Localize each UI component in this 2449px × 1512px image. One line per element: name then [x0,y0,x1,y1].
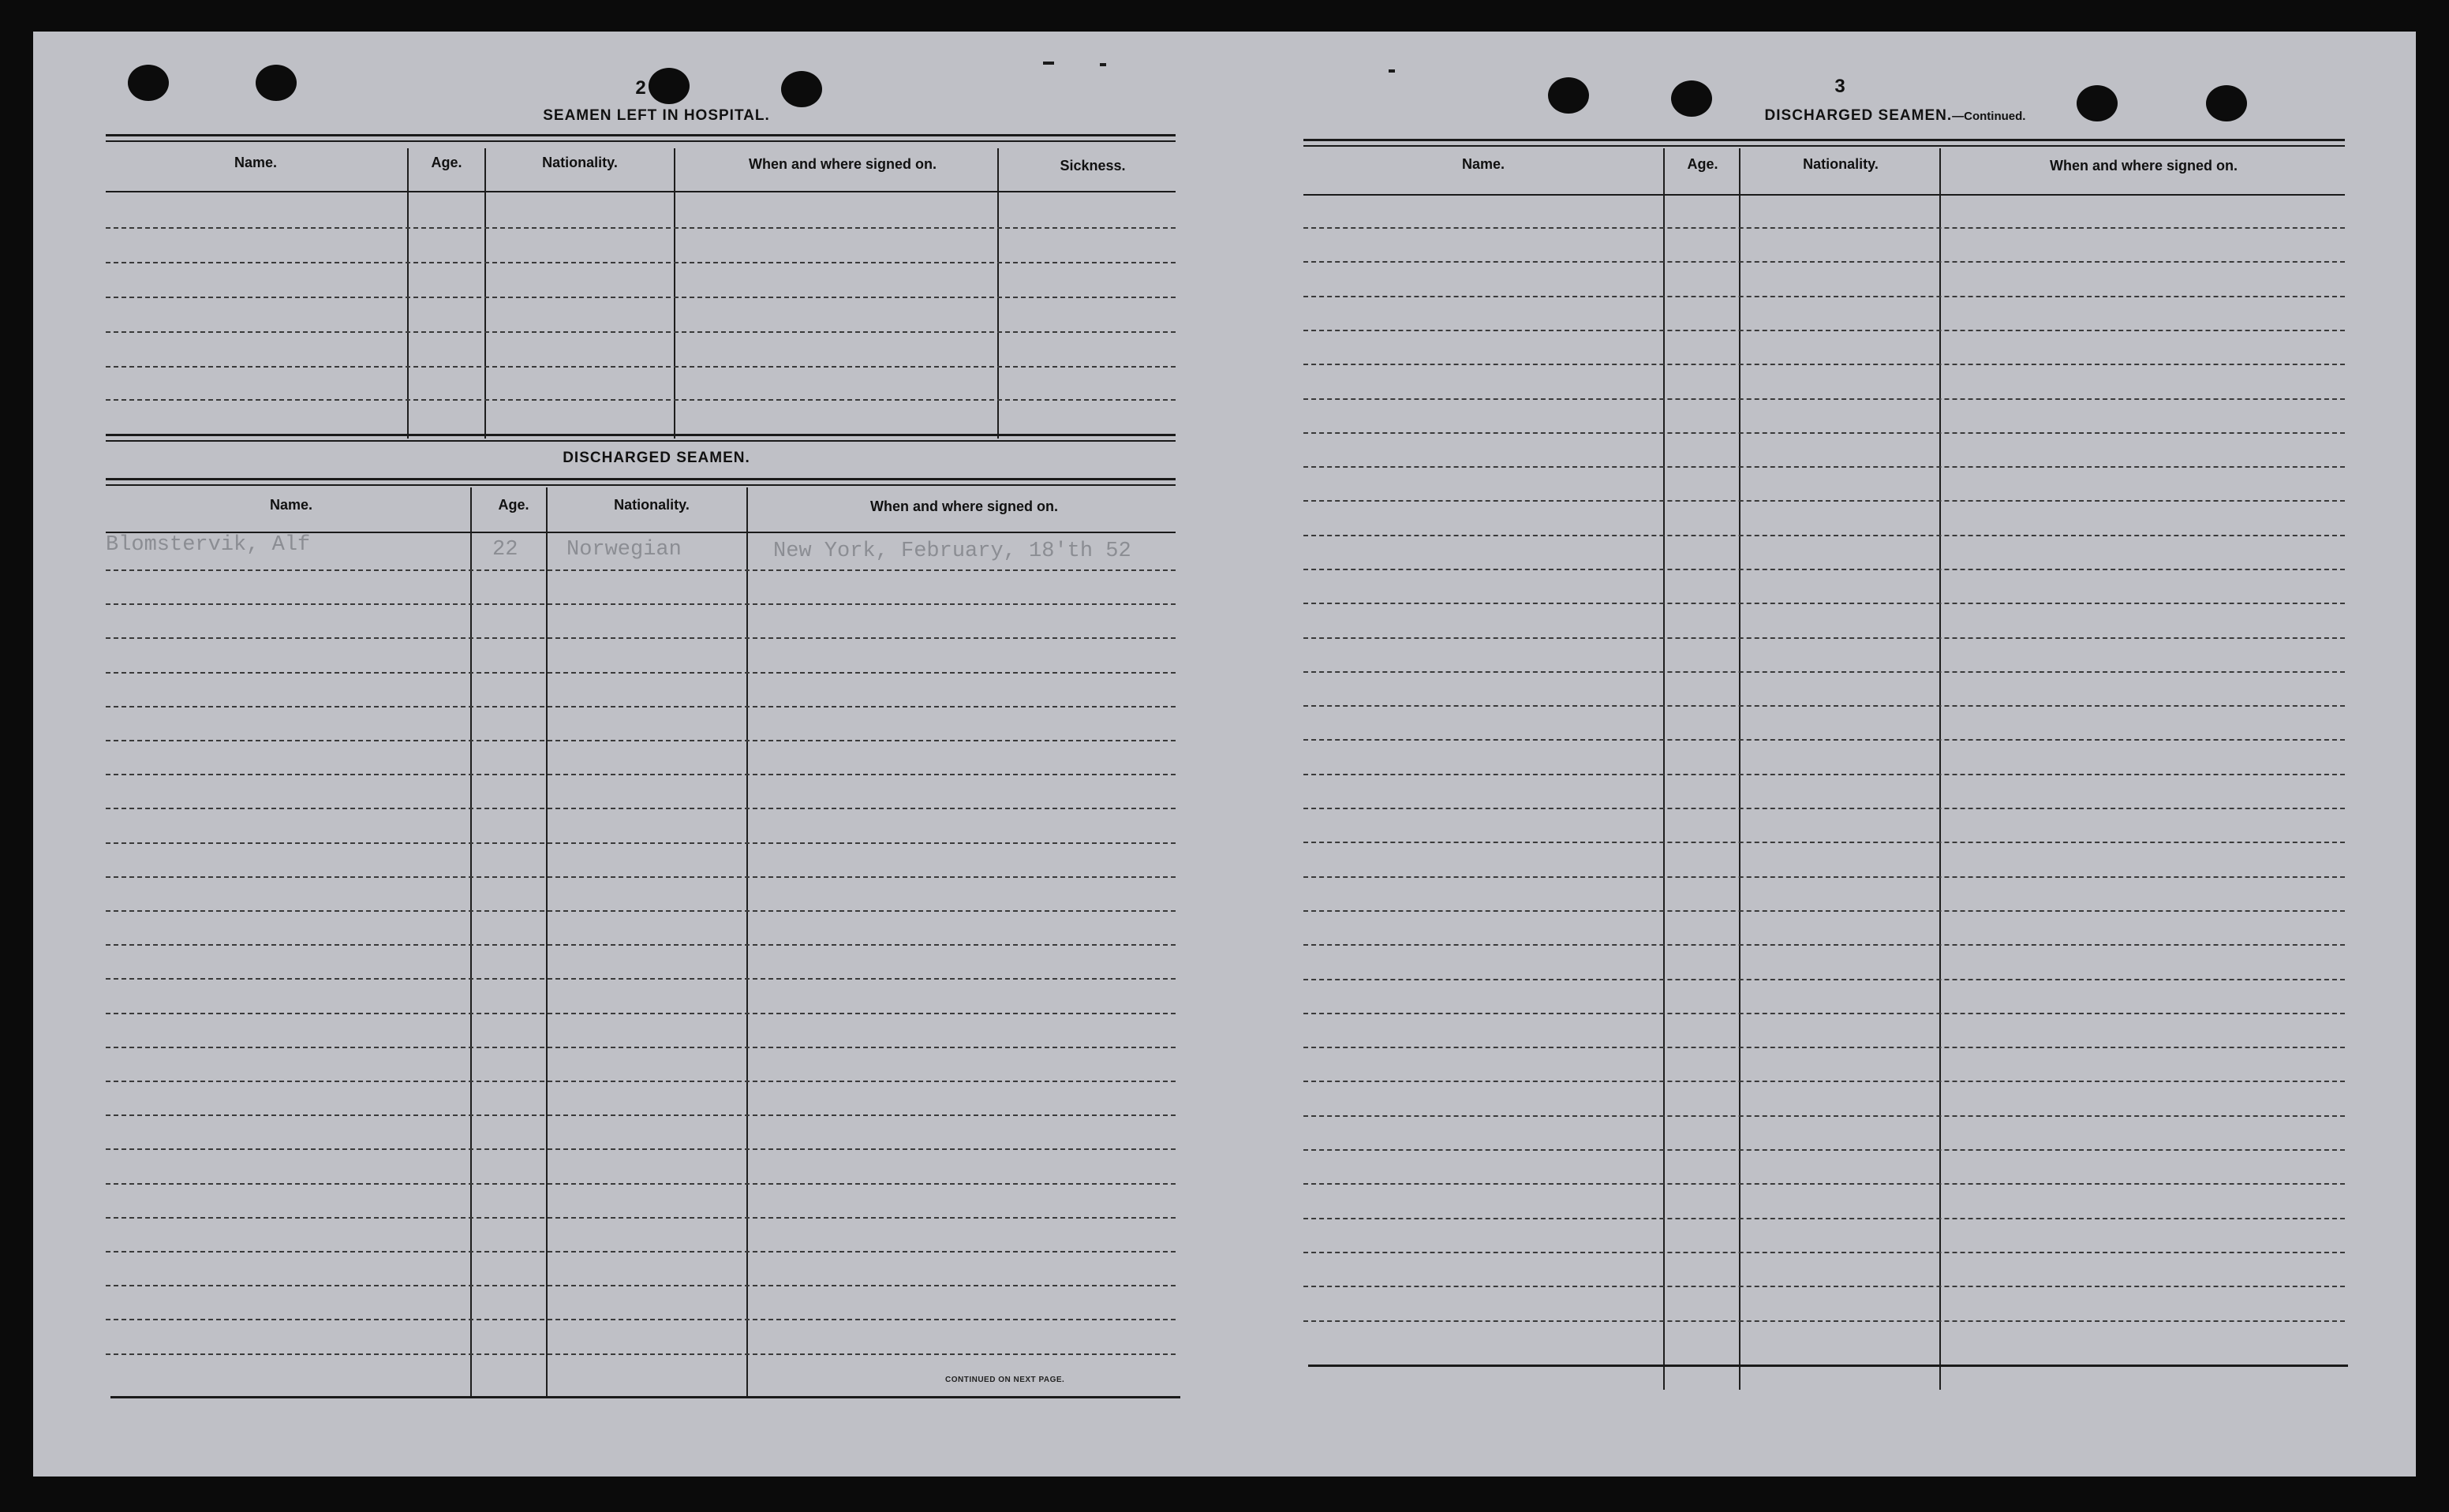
entry-line [106,774,1176,775]
entry-line [106,366,1176,368]
entry-line [106,1081,1176,1082]
header-rule [1303,194,2345,196]
punch-hole [1548,77,1589,114]
table-top-rule [106,134,1176,142]
entry-line [1303,1252,2345,1253]
ink-speck [1100,63,1106,66]
entry-line [106,808,1176,809]
column-divider [997,148,999,439]
punch-hole [781,71,822,107]
hospital-section-title: SEAMEN LEFT IN HOSPITAL. [543,107,770,124]
column-header-name: Name. [1461,156,1505,172]
ledger-sheet [33,32,2416,1477]
entry-line [106,262,1176,263]
entry-line [1303,1320,2345,1322]
column-divider [484,148,486,439]
punch-hole [256,65,297,101]
column-header-signed-on: When and where signed on. [2049,158,2238,174]
entry-line [1303,1013,2345,1014]
entry-line [1303,296,2345,297]
title-text: DISCHARGED SEAMEN. [1764,107,1953,124]
entry-line [106,227,1176,229]
entry-line [1303,876,2345,878]
entry-line [1303,842,2345,843]
column-header-signed-on: When and where signed on. [748,156,937,172]
entry-line [1303,1183,2345,1185]
column-header-name: Name. [269,497,313,513]
entry-line [106,706,1176,707]
entry-line [1303,944,2345,946]
entry-line [1303,1149,2345,1151]
discharged-section-title: DISCHARGED SEAMEN. [563,450,750,466]
column-header-nationality: Nationality. [614,497,690,513]
entry-line [106,603,1176,605]
entry-line [106,1319,1176,1320]
column-divider [1939,148,1941,1390]
punch-hole [128,65,169,101]
column-divider [1663,148,1665,1390]
entry-line [106,1251,1176,1253]
discharged-continued-title [1643,107,2148,125]
entry-line [106,1013,1176,1014]
entry-line [1303,432,2345,434]
column-header-age: Age. [498,497,529,513]
page-number: 2 [635,77,646,99]
entry-line [1303,569,2345,570]
column-header-nationality: Nationality. [542,155,618,170]
entry-line [106,944,1176,946]
column-header-signed-on: When and where signed on. [869,498,1059,514]
title-suffix: —Continued. [1952,110,2026,123]
entry-line [106,297,1176,298]
header-rule [106,191,1176,192]
entry-line [1303,1218,2345,1219]
entry-line [1303,637,2345,639]
entry-line [106,1114,1176,1116]
entry-line [1303,398,2345,400]
column-header-age: Age. [1687,156,1718,172]
entry-line [1303,808,2345,809]
entry-line [1303,603,2345,604]
entry-line [1303,466,2345,468]
entry-line [1303,227,2345,229]
entry-line [106,331,1176,333]
entry-line [106,842,1176,844]
column-divider [470,487,472,1396]
entry-line [106,1148,1176,1150]
entry-line [1303,535,2345,536]
ink-speck [1043,62,1054,65]
column-divider [674,148,675,439]
entry-line [1303,671,2345,673]
discharged-age-cell: 22 [492,538,518,562]
discharged-name-cell: Blomstervik, Alf [106,533,311,557]
table-bottom-rule [1308,1365,2348,1367]
entry-line [1303,364,2345,365]
entry-line [1303,1286,2345,1287]
column-header-nationality: Nationality. [1803,156,1879,172]
entry-line [1303,705,2345,707]
column-header-age: Age. [431,155,462,170]
entry-line [1303,500,2345,502]
continued-footnote: CONTINUED ON NEXT PAGE. [945,1376,1065,1384]
entry-line [106,637,1176,639]
table-bottom-rule [106,434,1176,442]
table-bottom-rule [110,1396,1180,1398]
ink-speck [1389,69,1395,73]
entry-line [106,1217,1176,1219]
entry-line [106,1353,1176,1355]
entry-line [106,740,1176,741]
table-top-rule [1303,139,2345,147]
entry-line [1303,1047,2345,1048]
right-page [1232,32,2416,1477]
entry-line [1303,774,2345,775]
discharged-signed-on-cell: New York, February, 18'th 52 [773,539,1131,563]
page-number: 3 [1834,76,1845,97]
entry-line [106,876,1176,878]
left-page [33,32,1232,1477]
discharged-nationality-cell: Norwegian [566,538,682,562]
entry-line [106,1285,1176,1286]
entry-line [106,1047,1176,1048]
table-top-rule [106,478,1176,486]
entry-line [1303,330,2345,331]
entry-line [1303,1115,2345,1117]
entry-line [1303,910,2345,912]
entry-line [106,569,1176,571]
column-divider [1739,148,1740,1390]
entry-line [106,910,1176,912]
entry-line [106,399,1176,401]
entry-line [1303,1081,2345,1082]
column-divider [407,148,409,439]
entry-line [1303,979,2345,980]
entry-line [1303,739,2345,741]
column-divider [546,487,548,1396]
punch-hole [2206,85,2247,121]
column-header-sickness: Sickness. [1060,158,1126,174]
entry-line [106,1183,1176,1185]
column-header-name: Name. [234,155,278,170]
entry-line [106,978,1176,980]
entry-line [106,672,1176,674]
column-divider [746,487,748,1396]
entry-line [1303,261,2345,263]
